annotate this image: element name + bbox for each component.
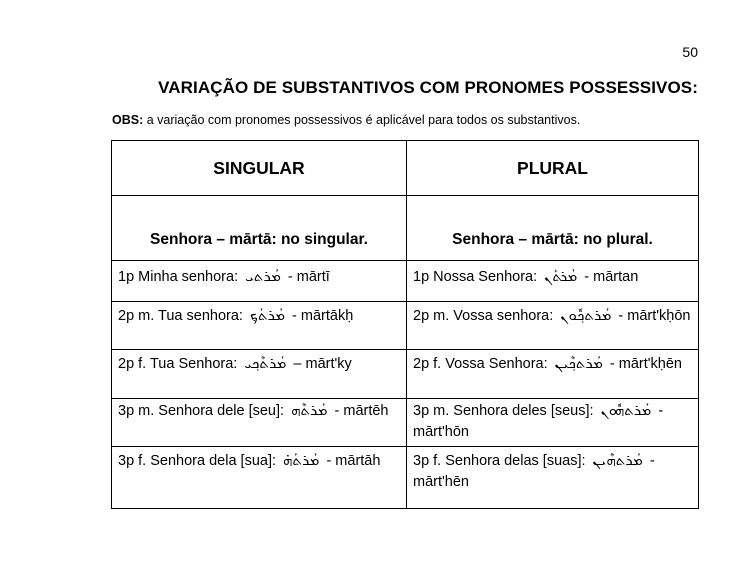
cell-plural: [407, 447, 699, 509]
transliteration: - mārt'kḥōn: [618, 308, 691, 324]
table-row: [112, 447, 699, 509]
table-subheader-row: [112, 196, 699, 261]
syriac-word: ܡܳܪܬܳܗ̇: [283, 451, 320, 469]
table-row: [112, 261, 699, 302]
cell-plural: [407, 302, 699, 350]
cell-plural: [407, 350, 699, 399]
transliteration: - mārtākḥ: [292, 308, 354, 324]
person-label: 3p f. Senhora delas [suas]:: [413, 453, 586, 469]
syriac-word: ܡܳܪܬܗܶܝܢ: [592, 451, 643, 469]
transliteration: - mārt'hēn: [413, 453, 655, 490]
obs-label: OBS:: [112, 113, 144, 127]
possessive-table: [111, 140, 699, 509]
obs-text: a variação com pronomes possessivos é aplicável para todos os substantivos.: [146, 113, 581, 127]
transliteration: - mārtēh: [334, 403, 389, 419]
person-label: 1p Minha senhora:: [118, 269, 239, 285]
table-row: [112, 302, 699, 350]
syriac-word: ܡܳܪܬܟ݂ܶܝܢ: [554, 354, 603, 372]
transliteration: - mārtī: [287, 269, 330, 285]
cell-plural: [407, 399, 699, 447]
syriac-word: ܡܳܪܬܶܟ݂ܝ: [244, 354, 287, 372]
cell-singular: [112, 350, 407, 399]
syriac-word: ܡܳܪܬܳܟ݂: [249, 306, 286, 324]
table-header-row: [112, 141, 699, 196]
syriac-word: ܡܳܪܬܟ݂ܽܘܢ: [560, 306, 612, 324]
cell-singular: [112, 302, 407, 350]
person-label: 2p f. Vossa Senhora:: [413, 356, 548, 372]
person-label: 2p m. Vossa senhora:: [413, 308, 554, 324]
person-label: 2p m. Tua senhora:: [118, 308, 243, 324]
header-plural: PLURAL: [407, 141, 699, 196]
table-row: [112, 399, 699, 447]
person-label: 2p f. Tua Senhora:: [118, 356, 238, 372]
subheader-singular: Senhora – mārtā: no singular.: [112, 196, 407, 261]
cell-plural: [407, 261, 699, 302]
obs-note: [112, 113, 580, 127]
subheader-plural: Senhora – mārtā: no plural.: [407, 196, 699, 261]
transliteration: - mārtāh: [326, 453, 381, 469]
person-label: 3p m. Senhora deles [seus]:: [413, 403, 594, 419]
person-label: 1p Nossa Senhora:: [413, 269, 538, 285]
transliteration: - mārtan: [584, 269, 639, 285]
cell-singular: [112, 261, 407, 302]
table-row: [112, 350, 699, 399]
transliteration: - mārt'hōn: [413, 403, 664, 440]
person-label: 3p m. Senhora dele [seu]:: [118, 403, 285, 419]
syriac-word: ܡܳܪܬܶܗ: [291, 401, 328, 419]
syriac-word: ܡܳܪܬܗܽܘܢ: [600, 401, 652, 419]
transliteration: - mārt'kḥēn: [609, 356, 682, 372]
syriac-word: ܡܳܪܬܰܢ: [544, 267, 578, 285]
syriac-word: ܡܳܪܬܝ: [245, 267, 281, 285]
transliteration: – mārt'ky: [293, 356, 352, 372]
cell-singular: [112, 447, 407, 509]
page-title: VARIAÇÃO DE SUBSTANTIVOS COM PRONOMES POSSESSIVOS:: [158, 78, 698, 97]
page-number: 50: [682, 44, 698, 60]
header-singular: SINGULAR: [112, 141, 407, 196]
cell-singular: [112, 399, 407, 447]
person-label: 3p f. Senhora dela [sua]:: [118, 453, 276, 469]
